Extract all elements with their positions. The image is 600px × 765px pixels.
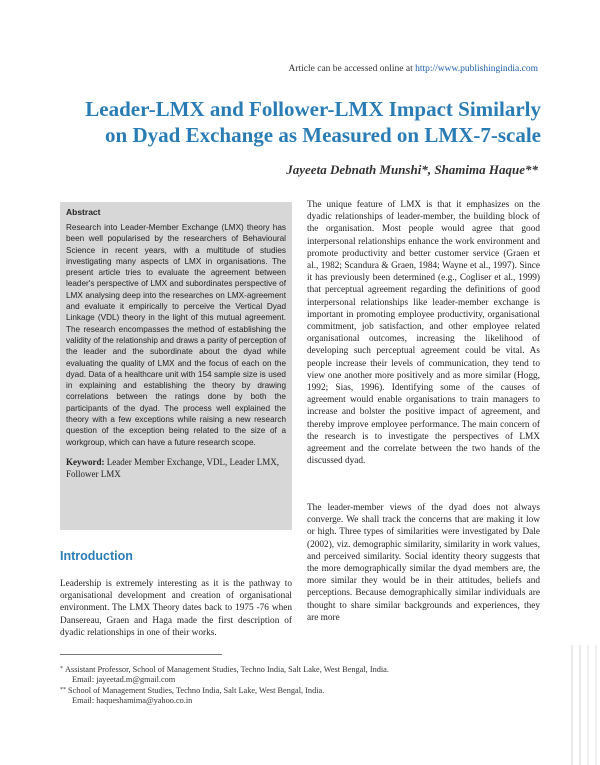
keywords [66, 456, 286, 481]
keywords-text: Leader Member Exchange, VDL, Leader LMX, Follower LMX [66, 456, 280, 480]
publisher-link[interactable]: http://www.publishingindia.com [415, 64, 538, 74]
access-note [289, 64, 539, 74]
abstract-heading: Abstract [66, 207, 101, 217]
footnote-email: Email: haqueshamima@yahoo.co.in [72, 695, 193, 705]
footnote-affiliation: Assistant Professor, School of Management Studies, Techno India, Salt Lake, West Bengal, India. [65, 665, 389, 674]
body-paragraph-1: The unique feature of LMX is that it emphasizes on the dyadic relationships of leader-member, the building block of the organisation. Most people would agree that good interpersonal relationships enhance the work environment and promote productivity and better customer service (Graen et al., 1982; Scandura & Graen, 1984; Wayne et al., 1997). Since it has previously been determined (e.g., Cogliser et al., 1999) that perceptual agreement regarding the definitions of good interpersonal relationships like leader-member exchange is important in promoting employee productivity, organisational commitment, job satisfaction, and other employee related organisational outcomes, increasing the likelihood of developing such perceptual agreement could be vital. As people increase their levels of communication, they tend to view one another more positively and as more similar (Hogg, 1992; Sias, 1996). Identifying some of the causes of agreement would enable organisations to train managers to increase and bolster the positive impact of agreement, and thereby improve employee performance. The main concern of the research is to investigate the perspectives of LMX agreement and the correlate between the two hands of the discussed dyad. [307, 200, 540, 467]
footnote-divider [60, 654, 222, 655]
access-prefix: Article can be accessed online at [288, 64, 413, 74]
introduction-heading: Introduction [60, 549, 133, 563]
footnote-affiliation: School of Management Studies, Techno India, Salt Lake, West Bengal, India. [68, 685, 325, 695]
introduction-paragraph: Leadership is extremely interesting as it is the pathway to organisational development and creation of organisational environment. The LMX Theory dates back to 1975 -76 when Dansereau, Graen and Haga made the first description of dyadic relationships in one of their works. [60, 579, 292, 638]
footnotes [60, 665, 520, 706]
footnote-mark: * [60, 666, 63, 672]
article-title [60, 96, 541, 148]
abstract-text: Research into Leader-Member Exchange (LMX) theory has been well popularised by the researchers of Behavioural Science in recent years, with a multitude of studies investigating many aspects of LMX in organisations. The present article tries to evaluate the agreement between leader's perspective of LMX and subordinates perspective of LMX analysing deep into the researches on LMX-agreement and evaluate it empirically to perceive the Vertical Dyad Linkage (VDL) theory in the light of this mutual agreement. The research encompasses the method of establishing the validity of the relationship and draws a parity of perception of the leader and the subordinate about the dyad while evaluating the quality of LMX and the focus of each on the dyad. Data of a healthcare unit with 154 sample size is used in explaining and establishing the theory by drawing correlations between the ratings done by both the participants of the dyad. The process well explained the theory with a few exceptions while raising a new research question of the exception being related to the size of a workgroup, which can have a future research scope. [66, 223, 286, 447]
footnote-1 [60, 665, 520, 686]
title-line-2: on Dyad Exchange as Measured on LMX-7-scale [105, 123, 541, 147]
body-paragraph-2: The leader-member views of the dyad does not always converge. We shall track the concerns that are making it low or high. Three types of similarities were investigated by Dale (2002), viz. demographic similarity, similarity in work values, and perceived similarity. Social identity theory suggests that the more demographically similar the dyad members are, the more similar they would be in their attitudes, beliefs and perceptions. Because demographically similar individuals are thought to share similar backgrounds and experiences, they are more [307, 503, 540, 623]
keywords-label: Keyword: [66, 456, 105, 467]
abstract-box [60, 202, 292, 530]
page-corner-lines [552, 645, 600, 765]
footnote-2 [60, 686, 520, 707]
title-line-1: Leader-LMX and Follower-LMX Impact Similarly [85, 97, 541, 121]
authors: Jayeeta Debnath Munshi*, Shamima Haque** [286, 162, 538, 177]
footnote-email: Email: jayeetad.m@gmail.com [72, 675, 176, 685]
footnote-mark: ** [60, 686, 66, 693]
